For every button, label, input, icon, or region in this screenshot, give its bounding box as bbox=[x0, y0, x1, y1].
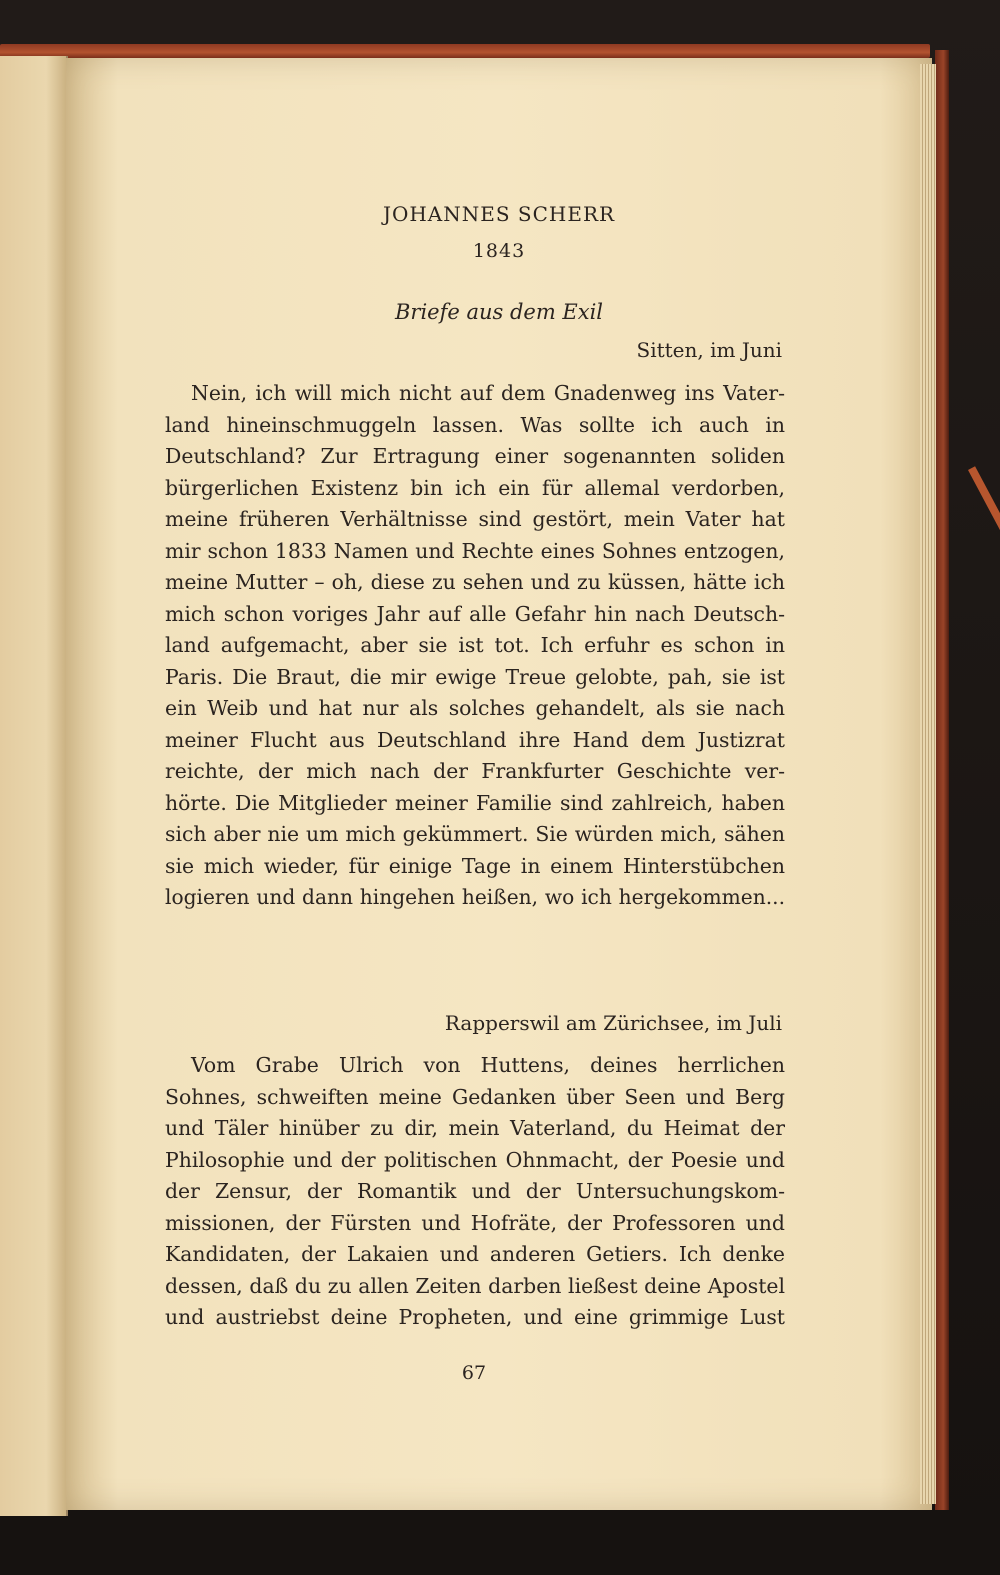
text-line: missionen, der Fürsten und Hofräte, der Professoren und bbox=[165, 1210, 785, 1235]
text-line: Philosophie und der politischen Ohnmacht, der Poesie und bbox=[165, 1147, 785, 1172]
text-line: Deutschland? Zur Ertragung einer sogenannten soliden bbox=[165, 444, 785, 468]
letter-2-dateline: Rapperswil am Zürichsee, im Juli bbox=[444, 1011, 782, 1035]
section-title: Briefe aus dem Exil bbox=[394, 300, 604, 324]
author-heading: JOHANNES SCHERR bbox=[382, 202, 616, 226]
text-line: Vom Grabe Ulrich von Huttens, deines herrlichen bbox=[191, 1053, 785, 1077]
page-number: 67 bbox=[461, 1362, 487, 1384]
letter-1-body bbox=[165, 378, 785, 914]
text-line: mich schon voriges Jahr auf alle Gefahr hin nach Deutsch- bbox=[165, 601, 785, 626]
text-line: land hineinschmuggeln lassen. Was sollte ich auch in bbox=[165, 412, 785, 437]
text-line: hörte. Die Mitglieder meiner Familie sind zahlreich, haben bbox=[165, 790, 785, 815]
text-line: dessen, daß du zu allen Zeiten darben ließest deine Apostel bbox=[165, 1273, 785, 1298]
text-line: reichte, der mich nach der Frankfurter Geschichte ver- bbox=[165, 759, 785, 783]
text-line: der Zensur, der Romantik und der Untersuchungskom- bbox=[165, 1179, 785, 1203]
text-line: meine Mutter – oh, diese zu sehen und zu küssen, hätte ich bbox=[165, 570, 785, 594]
text-line: Paris. Die Braut, die mir ewige Treue gelobte, pah, sie ist bbox=[165, 664, 785, 689]
text-line: ein Weib und hat nur als solches gehandelt, als sie nach bbox=[165, 696, 785, 720]
text-line: sie mich wieder, für einige Tage in einem Hinterstübchen bbox=[165, 853, 785, 878]
text-line: logieren und dann hingehen heißen, wo ich hergekommen... bbox=[165, 885, 785, 909]
text-line: und Täler hinüber zu dir, mein Vaterland, du Heimat der bbox=[165, 1116, 785, 1140]
text-line: Nein, ich will mich nicht auf dem Gnadenweg ins Vater- bbox=[191, 381, 785, 405]
text-line: meine früheren Verhältnisse sind gestört, mein Vater hat bbox=[165, 507, 785, 531]
letter-2-body bbox=[165, 1050, 785, 1334]
year-heading: 1843 bbox=[472, 240, 526, 262]
text-line: land aufgemacht, aber sie ist tot. Ich erfuhr es schon in bbox=[165, 633, 785, 657]
book-cover-right-edge bbox=[935, 50, 949, 1510]
text-line: mir schon 1833 Namen und Rechte eines Sohnes entzogen, bbox=[165, 538, 785, 563]
facing-page-edge bbox=[0, 56, 68, 1516]
text-line: meiner Flucht aus Deutschland ihre Hand dem Justizrat bbox=[165, 727, 785, 752]
text-line: sich aber nie um mich gekümmert. Sie würden mich, sähen bbox=[165, 822, 785, 846]
bookmark-ribbon bbox=[968, 466, 1000, 532]
letter-1-dateline: Sitten, im Juni bbox=[636, 338, 782, 362]
text-line: und austriebst deine Propheten, und eine grimmige Lust bbox=[165, 1305, 785, 1329]
page-stack-edge bbox=[920, 64, 936, 1504]
text-line: bürgerlichen Existenz bin ich ein für allemal verdorben, bbox=[165, 475, 785, 500]
text-line: Sohnes, schweiften meine Gedanken über Seen und Berg bbox=[165, 1084, 785, 1109]
text-line: Kandidaten, der Lakaien und anderen Getiers. Ich denke bbox=[165, 1242, 785, 1266]
book-cover-top-edge bbox=[0, 44, 930, 58]
